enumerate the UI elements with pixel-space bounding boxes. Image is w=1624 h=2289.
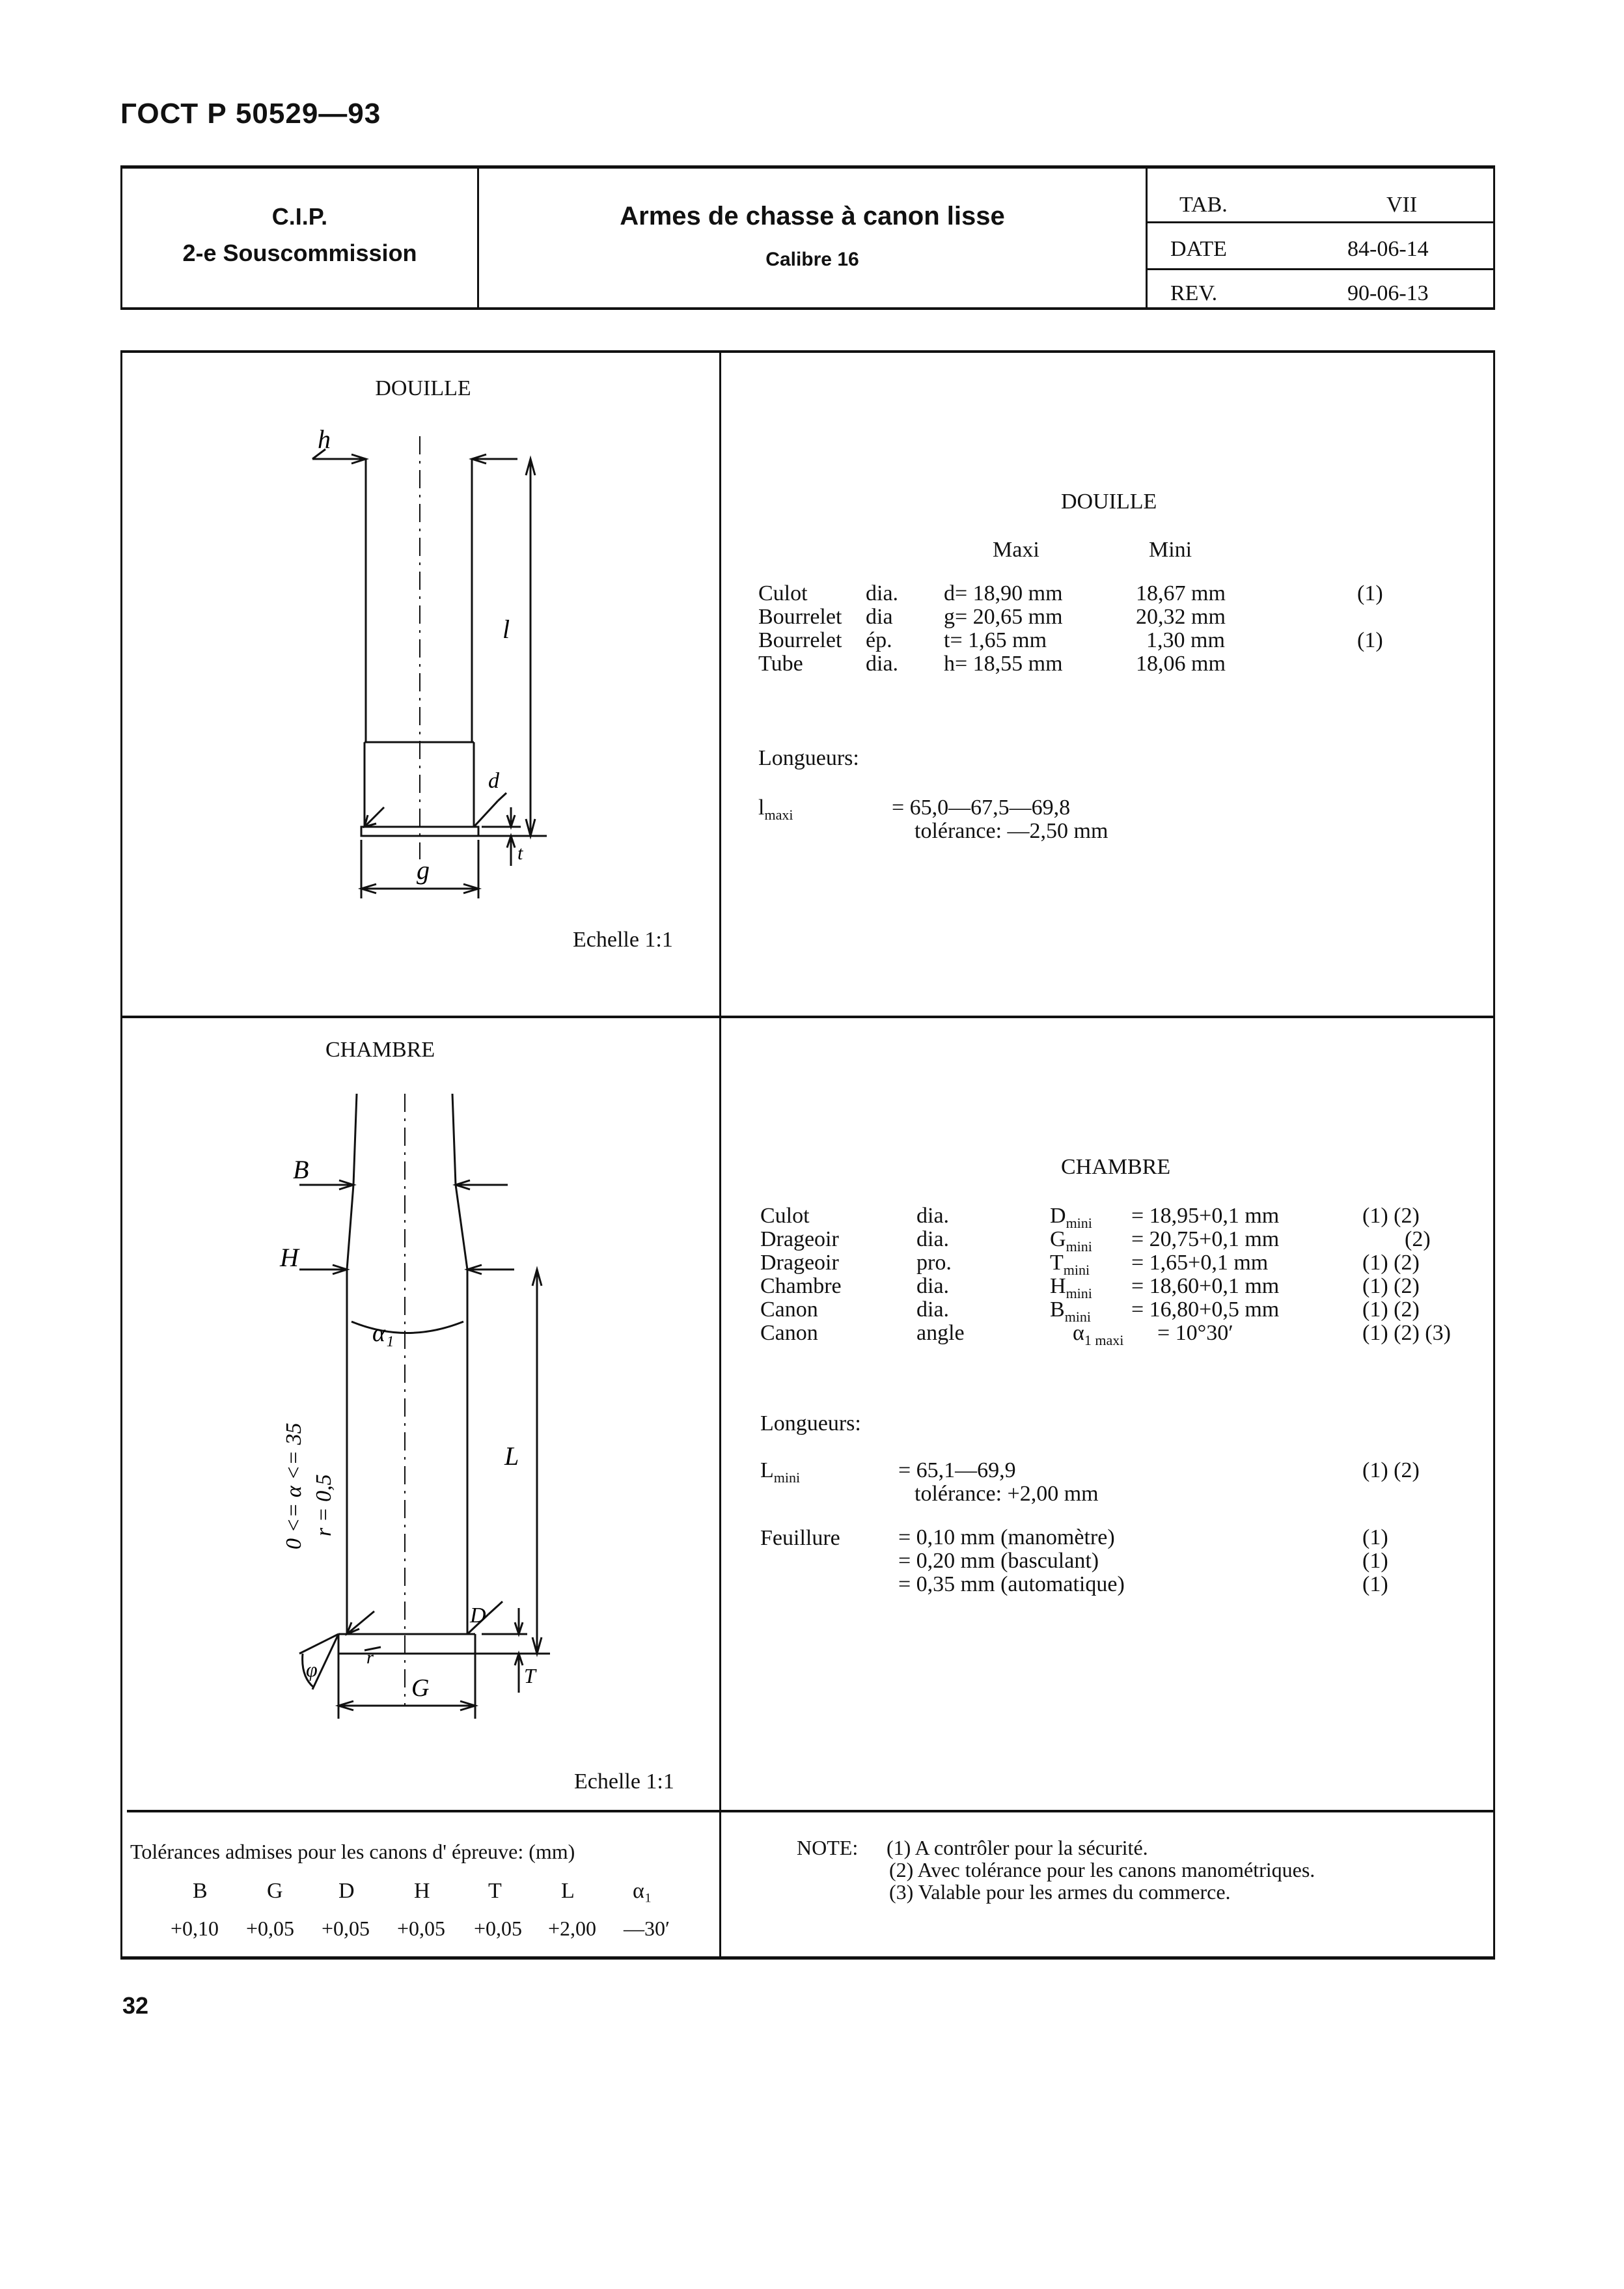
label-t: t <box>517 842 523 864</box>
alpha-range-note: 0 <= α <= 35 <box>282 1422 306 1549</box>
notes-label: NOTE: <box>797 1836 859 1859</box>
label-D: D <box>470 1603 486 1628</box>
label-phi: φ <box>306 1658 318 1681</box>
label-g: g <box>417 855 430 885</box>
tab-label: TAB. <box>1179 193 1228 217</box>
rev-value: 90-06-13 <box>1347 281 1429 305</box>
label-G: G <box>411 1674 430 1702</box>
chambre-table-title: CHAMBRE <box>1061 1155 1171 1179</box>
feuillure-label: Feuillure <box>760 1526 840 1550</box>
douille-lmax-label: $l_{maxi}$ <box>758 796 793 823</box>
commission: 2-e Souscommission <box>182 240 417 266</box>
chambre-lmin-value: = 65,1—69,9 <box>898 1458 1016 1482</box>
label-h: h <box>318 424 331 454</box>
page-number: 32 <box>122 1992 149 2019</box>
chambre-scale: Echelle 1:1 <box>574 1769 674 1794</box>
douille-lmax-value: = 65,0—67,5—69,8 <box>892 796 1071 820</box>
douille-drawing <box>260 417 599 911</box>
douille-col-maxi: Maxi <box>993 538 1039 562</box>
label-d: d <box>488 769 499 793</box>
douille-drawing-title: DOUILLE <box>375 376 471 400</box>
note-item: (2) Avec tolérance pour les canons manométriques. <box>889 1858 1315 1881</box>
label-B: B <box>293 1155 309 1184</box>
douille-lmax-tolerance: tolérance: —2,50 mm <box>915 819 1108 843</box>
chambre-drawing-title: CHAMBRE <box>325 1038 435 1062</box>
douille-scale: Echelle 1:1 <box>573 928 673 952</box>
chambre-drawing <box>260 1081 651 1745</box>
douille-table-title: DOUILLE <box>1061 490 1157 514</box>
tolerances-caption: Tolérances admises pour les canons d' épreuve: (mm) <box>130 1840 575 1863</box>
label-alpha: α₁ <box>372 1320 394 1347</box>
label-T: T <box>524 1664 536 1687</box>
rev-label: REV. <box>1170 281 1218 305</box>
org-name: C.I.P. <box>271 203 328 230</box>
date-value: 84-06-14 <box>1347 237 1429 261</box>
note-item: (3) Valable pour les armes du commerce. <box>889 1880 1231 1904</box>
label-H: H <box>280 1243 299 1272</box>
doc-subtitle: Calibre 16 <box>765 249 859 270</box>
date-label: DATE <box>1170 237 1227 261</box>
tab-value: VII <box>1386 193 1418 217</box>
standard-code: ГОСТ Р 50529—93 <box>120 98 381 130</box>
chambre-longueurs-label: Longueurs: <box>760 1411 861 1436</box>
chambre-lmin-tolerance: tolérance: +2,00 mm <box>915 1482 1099 1506</box>
label-r: r <box>366 1648 374 1668</box>
chambre-lmin-notes: (1) (2) <box>1362 1458 1420 1482</box>
label-l: l <box>502 615 510 644</box>
label-L: L <box>504 1441 519 1471</box>
chambre-lmin-label: $L_{mini}$ <box>760 1458 801 1486</box>
doc-title: Armes de chasse à canon lisse <box>620 202 1005 230</box>
radius-note: r = 0,5 <box>312 1474 336 1536</box>
douille-col-mini: Mini <box>1149 538 1192 562</box>
douille-longueurs-label: Longueurs: <box>758 746 859 770</box>
note-item: (1) A contrôler pour la sécurité. <box>887 1836 1148 1859</box>
